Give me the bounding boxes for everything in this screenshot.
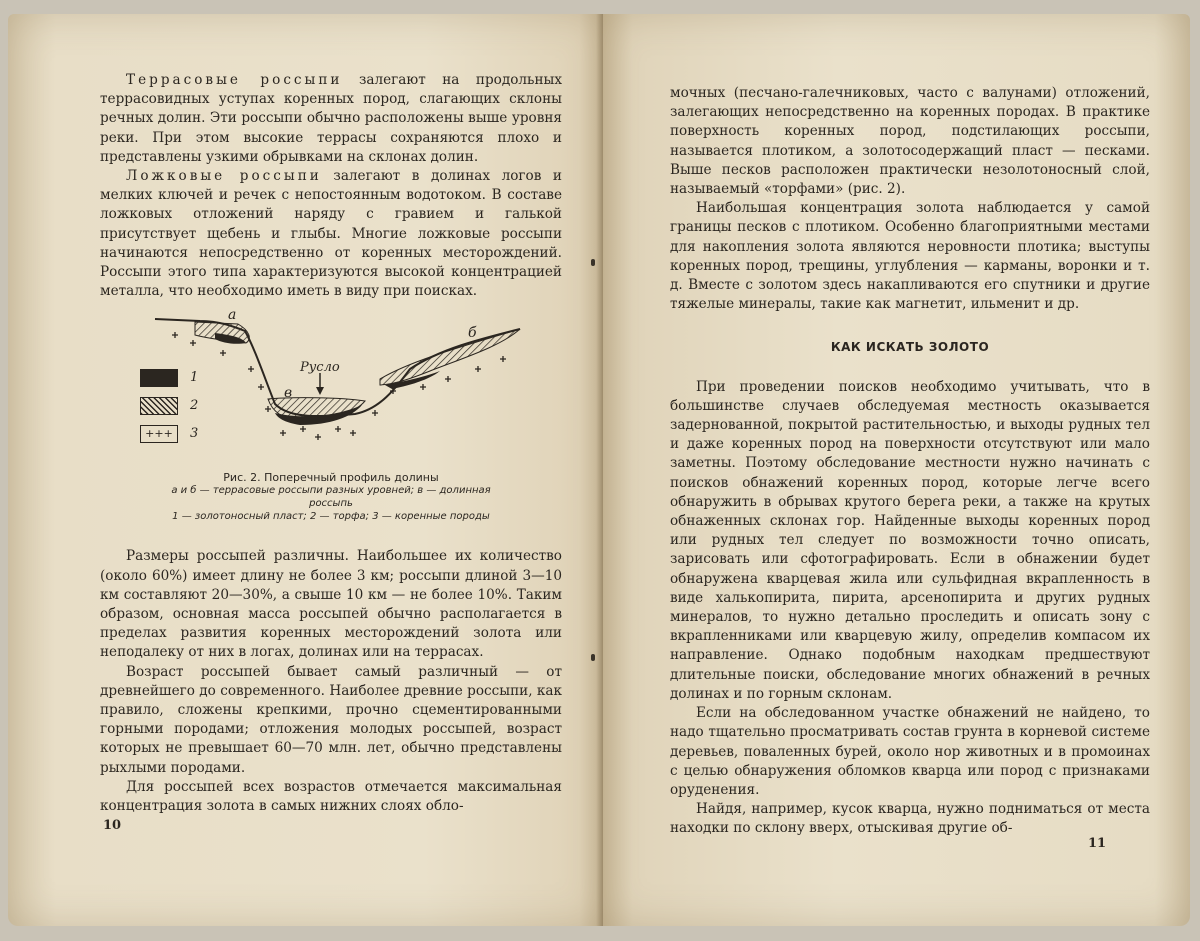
paragraph-placer-age: Возраст россыпей бывает самый различный — от древнейшего до современного. Наиболее древние россыпи, как правило, сложены крепкими, прочно сцементированными горными породами; отложения молодых россыпей, возраст которых не превышает 60—70 млн. лет, обычно представлены рыхлыми породами.: [100, 663, 562, 776]
paragraph-gold-concentration: Для россыпей всех возрастов отмечается максимальная концентрация золота в самых нижних слоях обло-: [100, 778, 562, 815]
label-b: б: [468, 325, 477, 342]
figure-valley-profile: [100, 309, 562, 547]
paragraph-gully-placers: [100, 167, 562, 301]
label-v: в: [284, 385, 293, 402]
legend-label-1: 1: [190, 370, 199, 386]
label-ruslo: Русло: [300, 360, 340, 376]
staple-mark: [591, 654, 595, 661]
section-heading: КАК ИСКАТЬ ЗОЛОТО: [830, 340, 990, 355]
legend-swatch-3: +++: [140, 425, 178, 443]
figure-caption: [100, 471, 562, 523]
valley-profile-diagram: [140, 309, 540, 459]
page-number-right: 11: [1088, 836, 1107, 851]
caption-line-3: 1 — золотоносный пласт; 2 — торфа; 3 — коренные породы: [172, 511, 490, 523]
paragraph-no-outcrops: Если на обследованном участке обнажений не найдено, то надо тщательно просматривать состав грунта в корневой системе деревьев, поваленных бурей, около нор животных и в промоинах с целью обнаружения обломков кварца или пород с признаками оруденения.: [670, 705, 1150, 798]
left-page-text: [100, 71, 562, 816]
paragraph-text: залегают в долинах логов и мелких ключей и речек с непостоянным водотоком. В составе ложковых отложений наряду с гравием и галькой присутствует щебень и глыбы. Многие ложковые россыпи начинаются непосредственно от коренных месторождений. Россыпи этого типа характеризуются высокой концентрацией металла, что необходимо иметь в виду при поисках.: [100, 168, 562, 300]
page-number-left: 10: [103, 818, 122, 833]
label-a: а: [228, 309, 237, 324]
paragraph-text: залегают на продольных террасовидных уступах коренных пород, слагающих склоны речных долин. Эти россыпи обычно расположены выше уровня реки. При этом высокие террасы сохраняются плохо и представлены узкими обрывками на склонах долин.: [100, 72, 562, 165]
left-page: [8, 14, 603, 926]
right-page: [603, 14, 1190, 926]
caption-title: Рис. 2. Поперечный профиль долины: [223, 471, 439, 485]
paragraph-max-concentration: Наибольшая концентрация золота наблюдается у самой границы песков с плотиком. Особенно благоприятными местами для накопления золота являются неровности плотика; выступы коренных пород, трещины, углубления — карманы, воронки и т. д. Вместе с золотом здесь накапливаются его спутники и другие тяжелые минералы, такие как магнетит, ильменит и др.: [670, 200, 1150, 313]
paragraph-search-intro: При проведении поисков необходимо учитывать, что в большинстве случаев обследуемая местность оказывается задернованной, покрытой растительностью, и выходы рудных тел и даже коренных пород на поверхности отсутствуют или мало заметны. Поэтому обследование местности нужно начинать с поисков обнажений коренных пород, которые легче всего обнаружить в обрывах крутого берега реки, а также на крутых обнаженных склонах гор. Найденные выходы коренных пород или рудных тел следует по возможности точно описать, зарисовать или сфотографировать. Если в обнажении будет обнаружена кварцевая жила или сульфидная вкрапленность в виде халькопирита, пирита, арсенопирита и других рудных минералов, то нужно детально проследить и описать зону с вкрапленниками или кварцевую жилу, определив компасом их направление. Однако подобным находкам предшествуют длительные поиски, обследование многих обнажений в речных долинах и по горным склонам.: [670, 378, 1150, 702]
paragraph-continuation: мочных (песчано-галечниковых, часто с валунами) отложений, залегающих непосредственно на коренных породах. В практике поверхность коренных пород, подстилающих россыпи, называется плотиком, а золотосодержащий пласт — песками. Выше песков расположен практически незолотоносный слой, называемый «торфами» (рис. 2).: [670, 85, 1150, 198]
staple-mark: [591, 259, 595, 266]
right-page-text: [670, 84, 1150, 839]
legend-swatch-2: [140, 397, 178, 415]
caption-line-2: а и б — террасовые россыпи разных уровней; в — долинная россыпь: [171, 485, 491, 510]
term-terrace-placers: Террасовые россыпи: [126, 72, 343, 88]
legend-swatch-1: [140, 369, 178, 387]
paragraph-placer-sizes: Размеры россыпей различны. Наибольшее их количество (около 60%) имеет длину не более 3 км; россыпи длиной 3—10 км составляют 20—30%, а свыше 10 км — не более 10%. Таким образом, основная масса россыпей обычно располагается в пределах развития коренных месторождений золота или неподалеку от них в логах, долинах или на террасах.: [100, 548, 562, 661]
paragraph-terrace-placers: [100, 71, 562, 167]
term-gully-placers: Ложковые россыпи: [126, 168, 322, 185]
legend-label-2: 2: [190, 398, 199, 414]
paragraph-quartz-search: Найдя, например, кусок кварца, нужно подниматься от места находки по склону вверх, отыскивая другие об-: [670, 801, 1150, 837]
legend-label-3: 3: [190, 426, 199, 442]
